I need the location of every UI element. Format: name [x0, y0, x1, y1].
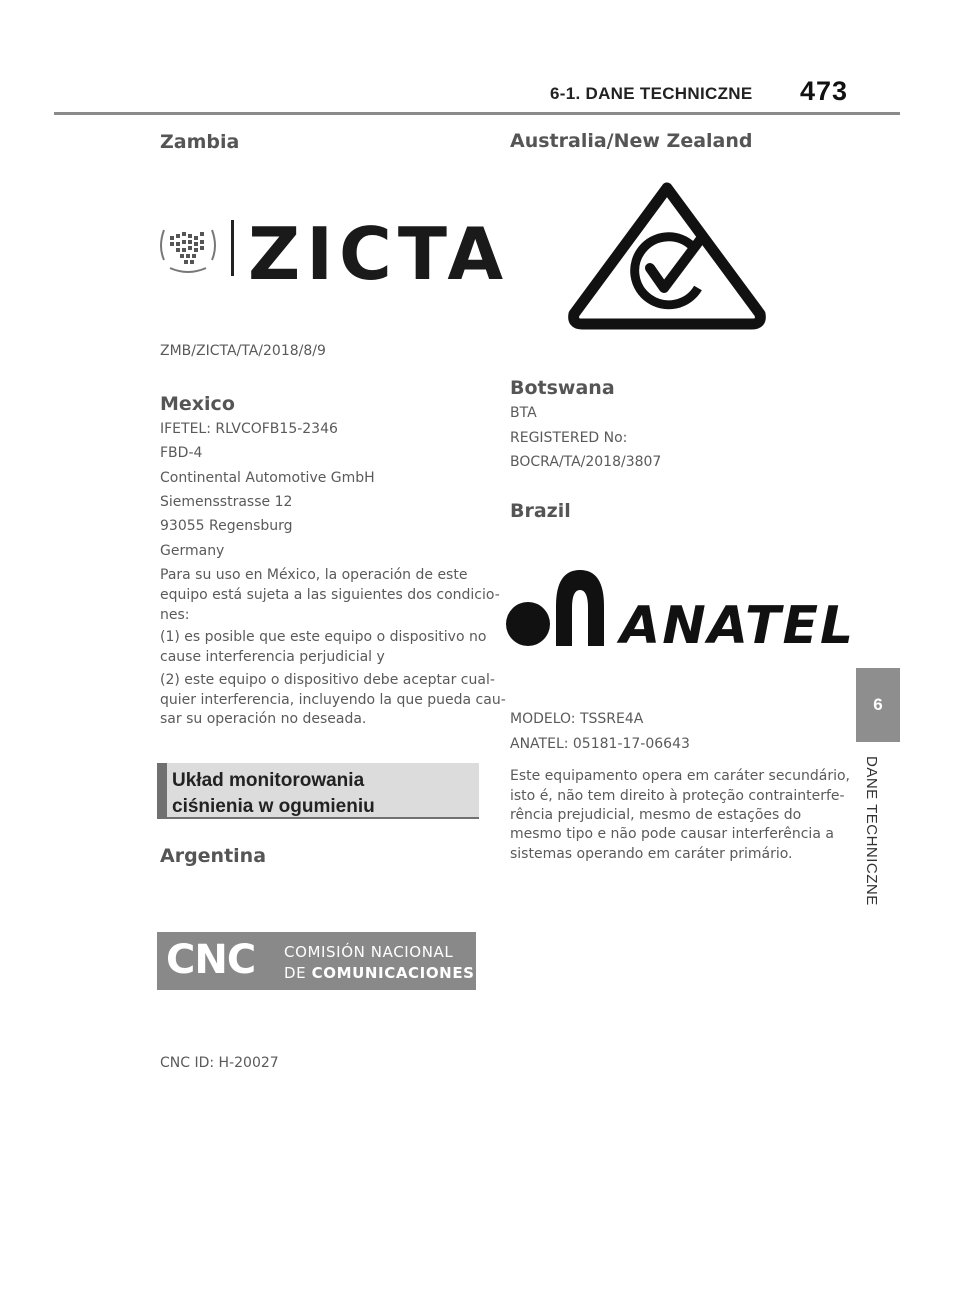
brazil-para-line: isto é, não tem direito à proteção contrainterfe- [510, 788, 845, 804]
argentina-title: Argentina [160, 845, 267, 867]
brazil-para-line: rência prejudicial, mesmo de estações do [510, 807, 802, 823]
cnc-logo-line2: DE COMUNICACIONES [284, 964, 475, 982]
page-number: 473 [800, 76, 849, 106]
brazil-line: ANATEL: 05181-17-06643 [510, 736, 690, 752]
chapter-tab: 6 [856, 668, 900, 742]
chapter-label: DANE TECHNICZNE [863, 756, 880, 906]
mexico-line: Para su uso en México, la operación de este [160, 567, 468, 583]
botswana-line: REGISTERED No: [510, 430, 628, 446]
mexico-line: nes: [160, 607, 190, 623]
botswana-line: BTA [510, 405, 537, 421]
brazil-para-line: mesmo tipo e não pode causar interferência a [510, 826, 834, 842]
zicta-logo-text: ZICTA [248, 212, 510, 296]
brazil-line: MODELO: TSSRE4A [510, 711, 644, 727]
mexico-line: (1) es posible que este equipo o dispositivo no [160, 629, 487, 645]
zicta-divider [231, 220, 234, 276]
zicta-emblem-icon [156, 216, 220, 276]
anatel-logo-text: ANATEL [620, 596, 856, 656]
mexico-line: FBD-4 [160, 445, 203, 461]
brazil-para-line: sistemas operando em caráter primário. [510, 846, 793, 862]
mexico-line: Germany [160, 543, 225, 559]
mexico-line: 93055 Regensburg [160, 518, 293, 534]
zambia-code: ZMB/ZICTA/TA/2018/8/9 [160, 343, 326, 359]
mexico-line: sar su operación no deseada. [160, 711, 367, 727]
mexico-line: IFETEL: RLVCOFB15-2346 [160, 421, 338, 437]
cnc-id: CNC ID: H-20027 [160, 1055, 279, 1071]
mexico-line: cause interferencia perjudicial y [160, 649, 385, 665]
australia-title: Australia/New Zealand [510, 130, 753, 152]
botswana-title: Botswana [510, 377, 615, 399]
botswana-line: BOCRA/TA/2018/3807 [510, 454, 662, 470]
cnc-logo-text: CNC [166, 937, 256, 983]
cnc-logo-line1: COMISIÓN NACIONAL [284, 943, 454, 961]
zambia-title: Zambia [160, 131, 240, 153]
mexico-line: equipo está sujeta a las siguientes dos condicio- [160, 587, 500, 603]
anatel-emblem-icon [504, 566, 614, 650]
mexico-line: quier interferencia, incluyendo la que pueda cau- [160, 692, 506, 708]
mexico-line: Siemensstrasse 12 [160, 494, 293, 510]
mexico-title: Mexico [160, 393, 235, 415]
subsection-heading: Układ monitorowania ciśnienia w ogumieniu [172, 770, 375, 817]
header-rule [54, 112, 900, 115]
mexico-line: (2) este equipo o dispositivo debe aceptar cual- [160, 672, 495, 688]
mexico-line: Continental Automotive GmbH [160, 470, 375, 486]
header-section-title: 6-1. DANE TECHNICZNE [550, 84, 753, 103]
rcm-compliance-icon [564, 178, 770, 332]
brazil-title: Brazil [510, 500, 571, 522]
brazil-para-line: Este equipamento opera em caráter secundário, [510, 768, 850, 784]
